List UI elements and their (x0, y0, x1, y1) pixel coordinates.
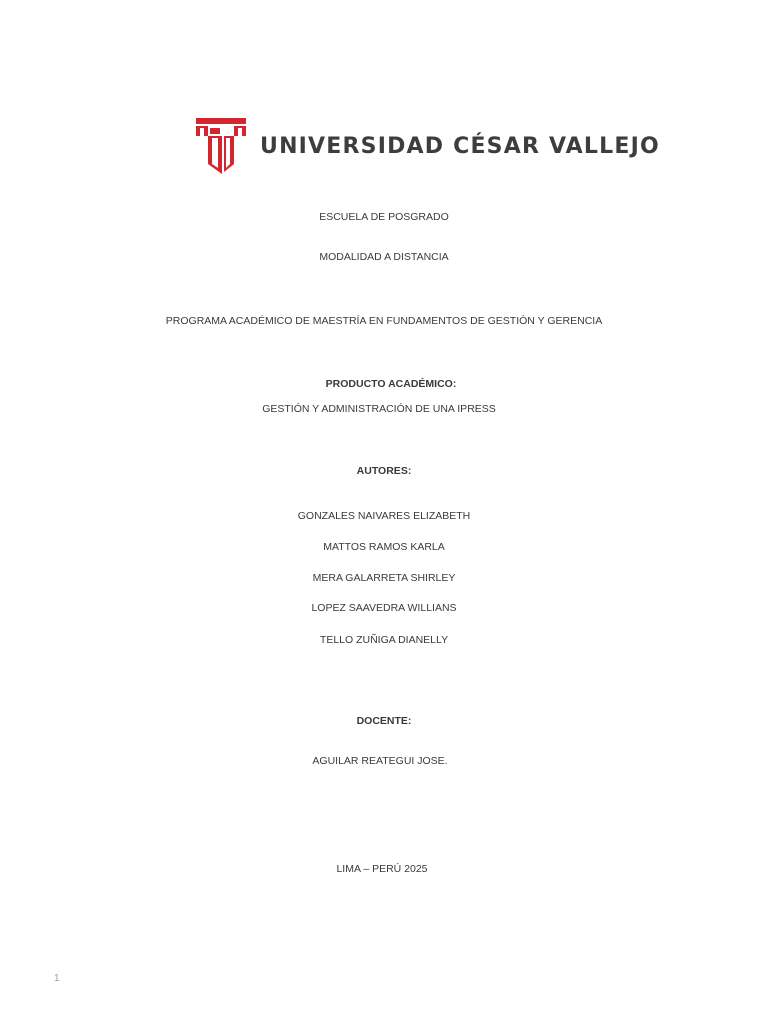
page-number: 1 (54, 973, 60, 984)
school-name: ESCUELA DE POSGRADO (319, 211, 449, 223)
ucv-shield-icon (194, 116, 248, 176)
university-logo (194, 116, 660, 176)
teacher-label: DOCENTE: (356, 715, 412, 727)
university-name: UNIVERSIDAD CÉSAR VALLEJO (260, 133, 660, 159)
teacher-name: AGUILAR REATEGUI JOSE. (312, 755, 448, 767)
authors-label: AUTORES: (356, 465, 412, 477)
modality: MODALIDAD A DISTANCIA (319, 251, 449, 263)
author-name: MATTOS RAMOS KARLA (323, 541, 445, 553)
product-title: GESTIÓN Y ADMINISTRACIÓN DE UNA IPRESS (262, 403, 496, 415)
place-date: LIMA – PERÚ 2025 (336, 863, 428, 875)
product-label: PRODUCTO ACADÉMICO: (325, 378, 457, 390)
author-name: TELLO ZUÑIGA DIANELLY (319, 634, 449, 646)
program-name: PROGRAMA ACADÉMICO DE MAESTRÍA EN FUNDAMENTOS DE GESTIÓN Y GERENCIA (165, 315, 603, 327)
author-name: GONZALES NAIVARES ELIZABETH (297, 510, 471, 522)
author-name: MERA GALARRETA SHIRLEY (312, 572, 456, 584)
author-name: LOPEZ SAAVEDRA WILLIANS (311, 602, 457, 614)
